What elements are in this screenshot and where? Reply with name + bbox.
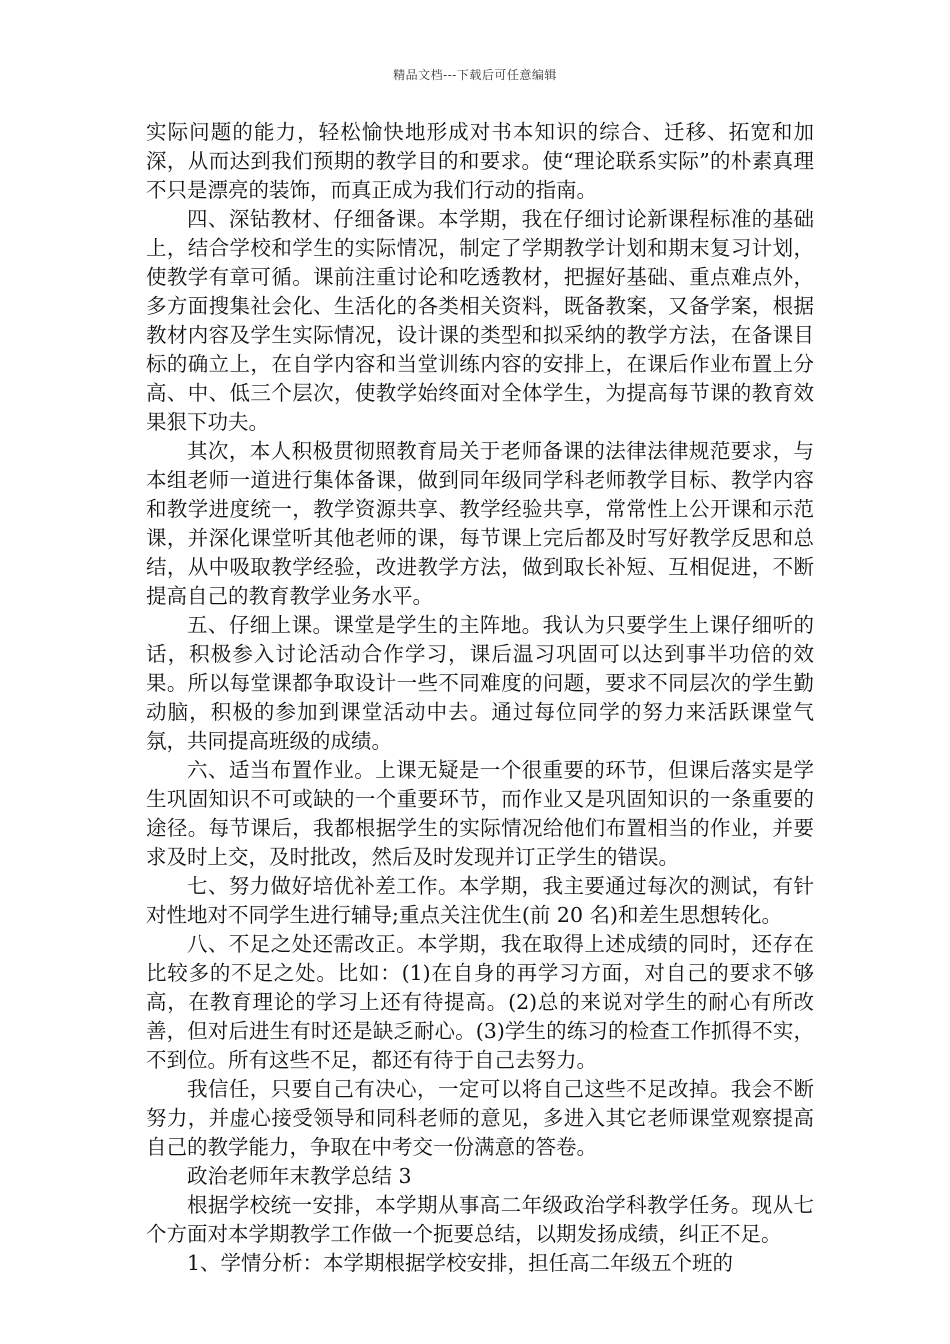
paragraph-continuation: 实际问题的能力，轻松愉快地形成对书本知识的综合、迁移、拓宽和加深，从而达到我们预期的教学目的和要求。使“理论联系实际”的朴素真理不只是漂亮的装饰，而真正成为我们行动的指南。 [146,120,814,202]
paragraph-intro: 根据学校统一安排，本学期从事高二年级政治学科教学任务。现从七个方面对本学期教学工作做一个扼要总结，以期发扬成绩，纠正不足。 [146,1193,814,1246]
paragraph-conclusion: 我信任，只要自己有决心，一定可以将自己这些不足改掉。我会不断努力，并虚心接受领导和同科老师的意见，多进入其它老师课堂观察提高自己的教学能力，争取在中考交一份满意的答卷。 [146,1077,814,1159]
paragraph-section-8: 八、不足之处还需改正。本学期，我在取得上述成绩的同时，还存在比较多的不足之处。比如：(1)在自身的再学习方面，对自己的要求不够高，在教育理论的学习上还有待提高。(2)总的来说对学生的耐心有所改善，但对后进生有时还是缺乏耐心。(3)学生的练习的检查工作抓得不实，不到位。所有这些不足，都还有待于自己去努力。 [146,932,814,1072]
paragraph-section-6: 六、适当布置作业。上课无疑是一个很重要的环节，但课后落实是学生巩固知识不可或缺的一个重要环节，而作业又是巩固知识的一条重要的途径。每节课后，我都根据学生的实际情况给他们布置相当的作业，并要求及时上交，及时批改，然后及时发现并订正学生的错误。 [146,758,814,869]
paragraph-secondly: 其次，本人积极贯彻照教育局关于老师备课的法律法律规范要求，与本组老师一道进行集体备课，做到同年级同学科老师教学目标、教学内容和教学进度统一，教学资源共享、教学经验共享，常常性上公开课和示范课，并深化课堂听其他老师的课，每节课上完后都及时写好教学反思和总结，从中吸取教学经验，改进教学方法，做到取长补短、互相促进，不断提高自己的教育教学业务水平。 [146,439,814,608]
section-title: 政治老师年末教学总结 3 [187,1164,412,1188]
paragraph-section-7: 七、努力做好培优补差工作。本学期，我主要通过每次的测试，有针对性地对不同学生进行辅导;重点关注优生(前 20 名)和差生思想转化。 [146,874,814,927]
document-body [146,118,814,1278]
page-header: 精品文档---下载后可任意编辑 [393,68,557,82]
paragraph-section-4: 四、深钻教材、仔细备课。本学期，我在仔细讨论新课程标准的基础上，结合学校和学生的实际情况，制定了学期教学计划和期末复习计划，使教学有章可循。课前注重讨论和吃透教材，把握好基础、重点难点外，多方面搜集社会化、生活化的各类相关资料，既备教案，又备学案，根据教材内容及学生实际情况，设计课的类型和拟采纳的教学方法，在备课目标的确立上，在自学内容和当堂训练内容的安排上，在课后作业布置上分高、中、低三个层次，使教学始终面对全体学生，为提高每节课的教育效果狠下功夫。 [146,207,814,434]
paragraph-section-5: 五、仔细上课。课堂是学生的主阵地。我认为只要学生上课仔细听的话，积极参入讨论活动合作学习，课后温习巩固可以达到事半功倍的效果。所以每堂课都争取设计一些不同难度的问题，要求不同层次的学生勤动脑，积极的参加到课堂活动中去。通过每位同学的努力来活跃课堂气氛，共同提高班级的成绩。 [146,613,814,753]
paragraph-item-1: 1、学情分析：本学期根据学校安排，担任高二年级五个班的 [187,1251,734,1275]
